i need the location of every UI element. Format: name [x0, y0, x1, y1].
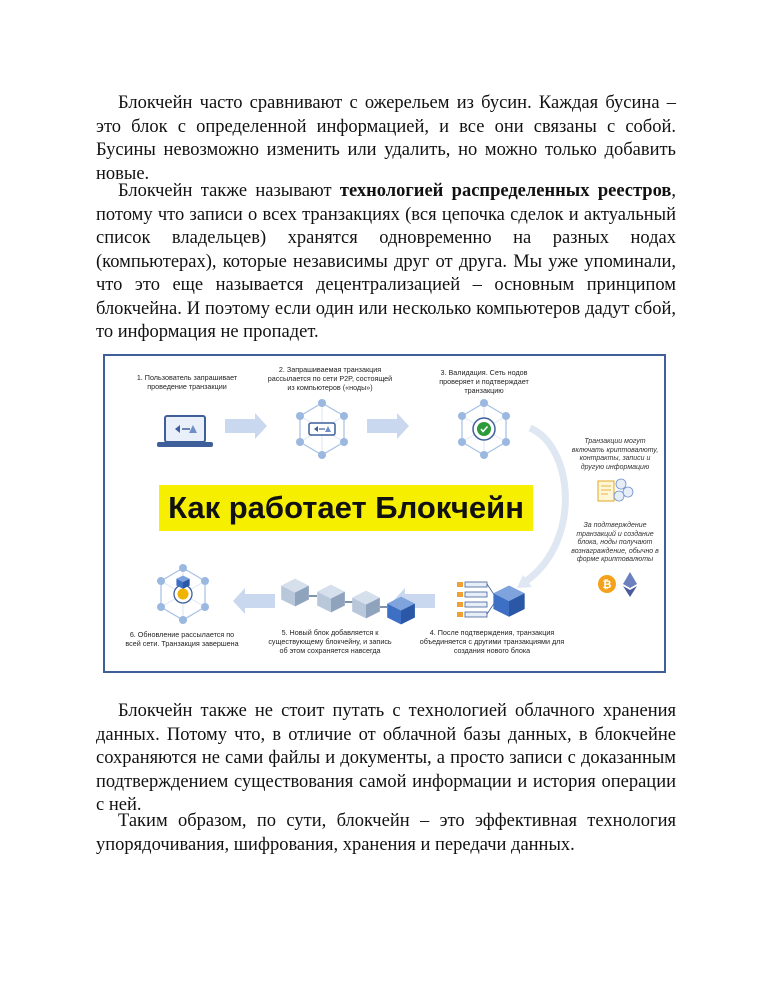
step-5-caption: 5. Новый блок добавляется к существующему блокчейну, и запись об этом сохраняется навсегда [268, 628, 392, 655]
arrow-left-icon [233, 588, 275, 614]
broadcast-network-icon [157, 564, 209, 624]
step-4-caption: 4. После подтверждения, транзакция объединяется с другими транзакциями для создания нового блока [419, 628, 565, 655]
transactions-to-block-icon [457, 582, 525, 617]
blockchain-infographic [103, 354, 666, 673]
svg-text:₿: ₿ [602, 579, 612, 591]
document-icon [598, 479, 633, 501]
p2-text-start: Блокчейн также называют [118, 181, 340, 201]
paragraph-distributed-ledger [96, 180, 676, 345]
laptop-icon [157, 416, 213, 447]
step-6-caption: 6. Обновление рассылается по всей сети. Транзакция завершена [125, 630, 239, 648]
p2-bold-term: технологией распределенных реестров [339, 181, 672, 201]
arrow-right-icon [367, 413, 409, 439]
side-note-reward: За подтверждение транзакций и создание блока, ноды получают вознаграждение, обычно в форме криптовалюты [571, 522, 659, 564]
paragraph-summary: Таким образом, по сути, блокчейн – это эффективная технология упорядочивания, шифрования, хранения и передачи данных. [96, 811, 676, 855]
side-note-transactions: Транзакции могут включать криптовалюту, контракты, записи и другую информацию [571, 438, 659, 471]
step-2-caption: 2. Запрашиваемая транзакция рассылается по сети P2P, состоящей из компьютеров («ноды») [267, 365, 393, 392]
blockchain-chain-icon [281, 579, 415, 625]
p2-text-end: , потому что записи о всех транзакциях (вся цепочка сделок и актуальный список владельцев) хранятся одновременно на разных нодах (компьютерах), которые независимы друг от друга. Мы уже упоминали, что это еще называется децентрализацией – основным принципом блокчейна. И поэтому если один или несколько компьютеров дадут сбой, то информация не пропадет. [96, 181, 676, 342]
ethereum-icon [623, 572, 637, 597]
paragraph-necklace: Блокчейн часто сравнивают с ожерельем из бусин. Каждая бусина – это блок с определенной информацией, и все они связаны с собой. Бусины невозможно изменить или удалить, но можно только добавить новые. [96, 93, 676, 184]
infographic-title-banner: Как работает Блокчейн [159, 485, 533, 531]
step-1-caption: 1. Пользователь запрашивает проведение транзакции [136, 373, 238, 391]
arrow-right-icon [225, 413, 267, 439]
paragraph-cloud-storage: Блокчейн также не стоит путать с технологией облачного хранения данных. Потому что, в отличие от облачной базы данных, в блокчейне сохраняются не сами файлы и документы, а просто записи с доказанным подтверждением существования самой информации и история операции с ней. [96, 701, 676, 815]
bitcoin-icon [598, 575, 616, 593]
validation-network-icon [458, 399, 510, 459]
p2p-network-icon [296, 399, 348, 459]
step-3-caption: 3. Валидация. Сеть нодов проверяет и подтверждает транзакцию [439, 368, 529, 395]
